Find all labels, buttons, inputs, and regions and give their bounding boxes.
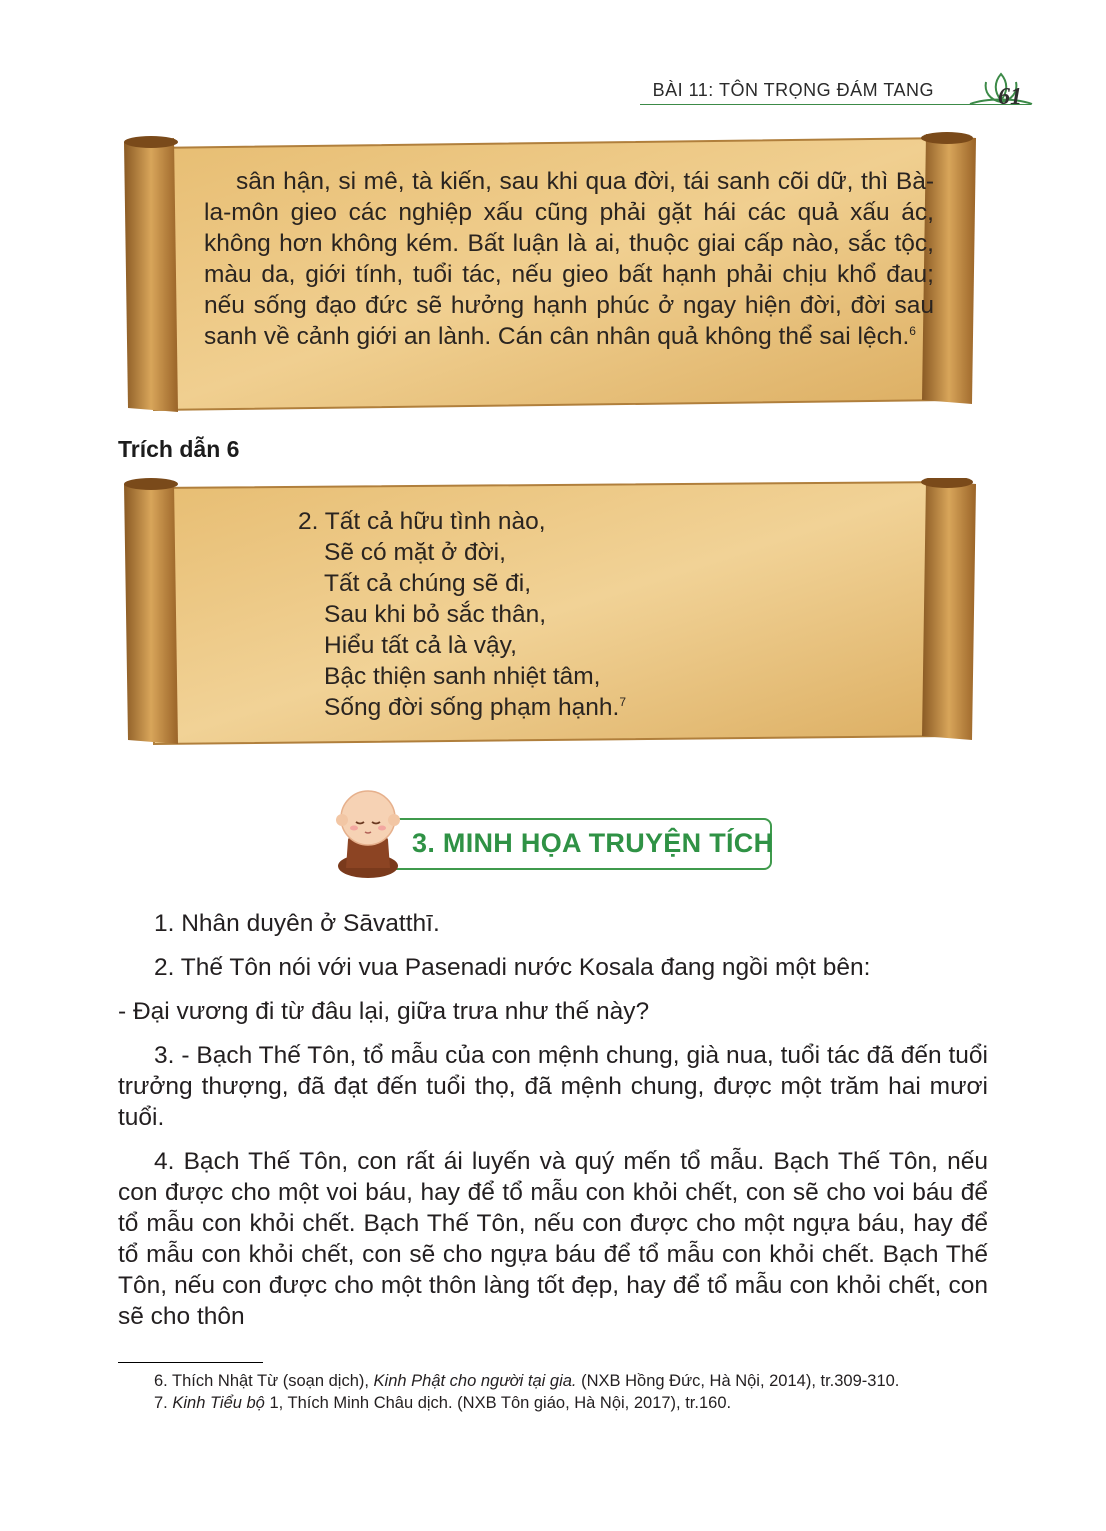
verse-line: Sau khi bỏ sắc thân,	[324, 601, 547, 628]
verse-line: Tất cả chúng sẽ đi,	[324, 570, 532, 597]
quote-scroll-2	[118, 478, 980, 746]
scroll-1-paragraph: sân hận, si mê, tà kiến, sau khi qua đời, tái sanh cõi dữ, thì Bà-la-môn gieo các nghiệp xấu cũng phải gặt hái các quả xấu ác, không hơn không kém. Bất luận là ai, thuộc giai cấp nào, sắc tộc, màu da, giới tính, tuổi tác, nếu gieo bất hạnh phải chịu khổ đau; nếu sống đạo đức sẽ hưởng hạnh phúc ở ngay hiện đời, đời sau sanh về cảnh giới an lành. Cán cân nhân quả không thể sai lệch.	[204, 168, 934, 350]
scroll-2-verse	[298, 506, 748, 723]
footnote-ref-6[interactable]: 6	[909, 323, 916, 338]
footnote-6: 6. Thích Nhật Từ (soạn dịch), Kinh Phật cho người tại gia. (NXB Hồng Đức, Hà Nội, 2014), tr.309-310.	[154, 1372, 900, 1390]
section-heading	[330, 788, 775, 880]
story-body	[118, 908, 988, 1332]
story-paragraph: 3. - Bạch Thế Tôn, tổ mẫu của con mệnh chung, già nua, tuổi tác đã đến tuổi trưởng thượng, đã đạt đến tuổi thọ, đã mệnh chung, được một trăm hai mươi tuổi.	[118, 1042, 988, 1131]
chapter-title: BÀI 11: TÔN TRỌNG ĐÁM TANG	[652, 80, 934, 100]
footnote-divider	[118, 1362, 263, 1363]
monk-illustration-icon	[330, 788, 410, 880]
page-number: 61	[998, 84, 1022, 110]
footnotes	[118, 1370, 988, 1414]
story-paragraph: 4. Bạch Thế Tôn, con rất ái luyến và quý mến tổ mẫu. Bạch Thế Tôn, nếu con được cho một voi báu, hay để tổ mẫu con khỏi chết, con sẽ cho voi báu để tổ mẫu con khỏi chết. Bạch Thế Tôn, nếu con được cho một ngựa báu, hay để tổ mẫu con khỏi chết, con sẽ cho ngựa báu để tổ mẫu con khỏi chết. Bạch Thế Tôn, nếu con được cho một thôn làng tốt đẹp, hay để tổ mẫu con khỏi chết, con sẽ cho thôn	[118, 1148, 988, 1330]
scroll-1-text	[204, 166, 934, 352]
footnote-7: 7. Kinh Tiểu bộ 1, Thích Minh Châu dịch. (NXB Tôn giáo, Hà Nội, 2017), tr.160.	[154, 1394, 732, 1412]
verse-line: Sống đời sống phạm hạnh.$^7$	[324, 694, 626, 721]
quote-label: Trích dẫn 6	[118, 436, 240, 462]
quote-scroll-1	[118, 130, 980, 415]
verse-line: 2. Tất cả hữu tình nào,	[298, 508, 546, 535]
verse-line: Sẽ có mặt ở đời,	[324, 539, 506, 566]
page-header	[0, 70, 1106, 120]
section-title: 3. MINH HỌA TRUYỆN TÍCH	[412, 828, 774, 858]
verse-line: Hiểu tất cả là vậy,	[324, 632, 517, 659]
story-paragraph: 1. Nhân duyên ở Sāvatthī.	[154, 910, 440, 937]
footnote-ref-7[interactable]: 7	[619, 694, 626, 709]
story-paragraph: 2. Thế Tôn nói với vua Pasenadi nước Kosala đang ngồi một bên:	[154, 954, 871, 981]
story-paragraph: - Đại vương đi từ đâu lại, giữa trưa như thế này?	[118, 998, 650, 1025]
verse-line: Bậc thiện sanh nhiệt tâm,	[324, 663, 601, 690]
